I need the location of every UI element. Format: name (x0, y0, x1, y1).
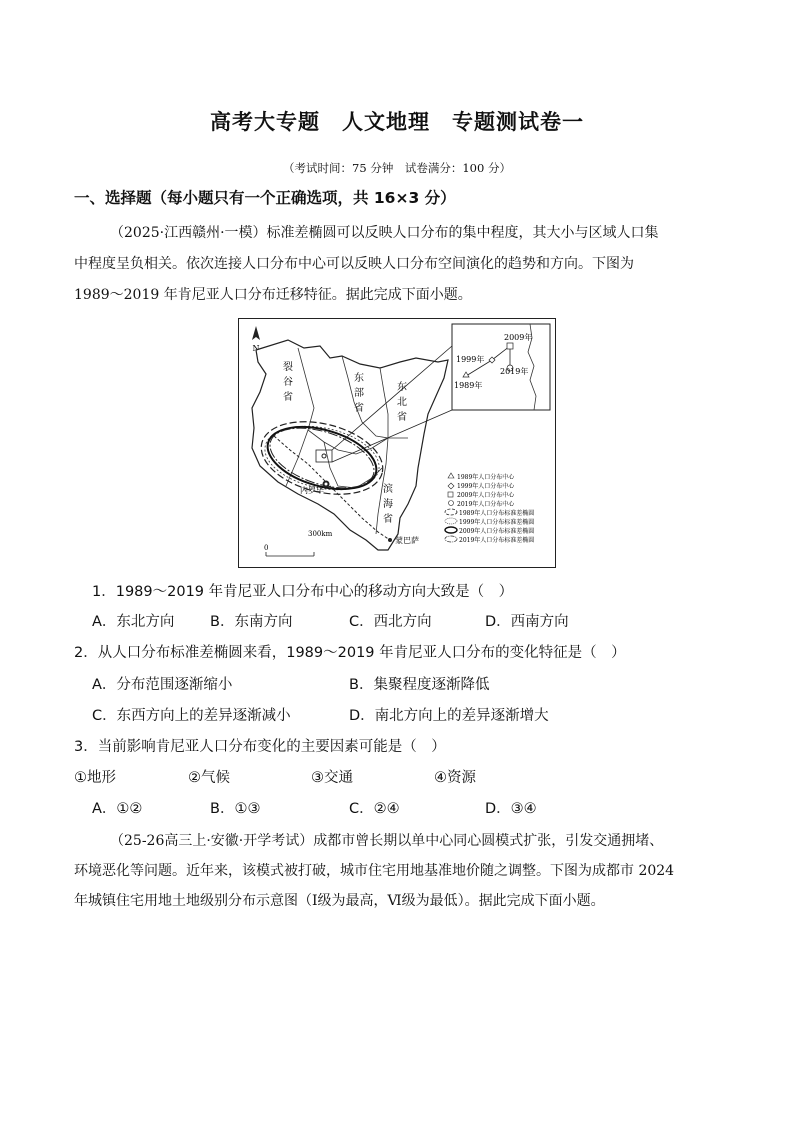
province-label: 省 (397, 412, 407, 423)
intro2-line3: 年城镇住宅用地土地级别分布示意图（Ⅰ级为最高，Ⅵ级为最低）。据此完成下面小题。 (74, 893, 605, 909)
province-label: 北 (397, 397, 407, 408)
q3-option-d[interactable]: D．③④ (485, 801, 537, 817)
intro1-line2: 中程度呈负相关。依次连接人口分布中心可以反映人口分布空间演化的趋势和方向。下图为 (74, 256, 634, 272)
q2-option-a[interactable]: A．分布范围逐渐缩小 (92, 677, 233, 693)
inset-year: 2019年 (500, 367, 529, 376)
q1-option-b[interactable]: B．东南方向 (210, 614, 293, 630)
q3-factor-2: ②气候 (188, 770, 230, 786)
svg-text:1999年人口分布标准差椭圆: 1999年人口分布标准差椭圆 (459, 519, 535, 526)
province-label: 东 (397, 382, 407, 393)
q1-stem: 1．1989～2019 年肯尼亚人口分布中心的移动方向大致是（ ） (92, 584, 514, 600)
page-title: 高考大专题 人文地理 专题测试卷一 (210, 110, 584, 134)
q2-option-d[interactable]: D．南北方向上的差异逐渐增大 (349, 708, 549, 724)
q3-option-b[interactable]: B．①③ (210, 801, 261, 817)
city-label: 蒙巴萨 (395, 536, 419, 545)
mombasa-marker (388, 538, 392, 542)
q3-factor-4: ④资源 (434, 770, 476, 786)
svg-text:2009年人口分布标准差椭圆: 2009年人口分布标准差椭圆 (459, 528, 535, 535)
province-label: 省 (283, 392, 293, 403)
province-label: 滨 (383, 484, 393, 495)
svg-text:1989年人口分布中心: 1989年人口分布中心 (457, 474, 515, 481)
province-label: 省 (354, 403, 364, 414)
q3-factor-3: ③交通 (311, 770, 353, 786)
q2-stem: 2．从人口分布标准差椭圆来看，1989～2019 年肯尼亚人口分布的变化特征是（ ） (74, 645, 626, 661)
city-label: 内罗毕 (300, 486, 324, 495)
province-label: 省 (383, 514, 393, 525)
section-heading: 一、选择题（每小题只有一个正确选项，共 16×3 分） (74, 189, 456, 207)
q2-option-b[interactable]: B．集聚程度逐渐降低 (349, 677, 490, 693)
q1-option-d[interactable]: D．西南方向 (485, 614, 569, 630)
intro2-line1: （25-26高三上·安徽·开学考试）成都市曾长期以单中心同心圆模式扩张，引发交通拥堵、 (110, 833, 664, 849)
svg-text:1989年人口分布标准差椭圆: 1989年人口分布标准差椭圆 (459, 510, 535, 517)
intro1-line1: （2025·江西赣州·一模）标准差椭圆可以反映人口分布的集中程度，其大小与区域人口集 (110, 225, 659, 241)
q3-option-a[interactable]: A．①② (92, 801, 143, 817)
q3-stem: 3．当前影响肯尼亚人口分布变化的主要因素可能是（ ） (74, 739, 446, 755)
svg-text:2009年人口分布中心: 2009年人口分布中心 (457, 492, 515, 499)
intro1-line3: 1989～2019 年肯尼亚人口分布迁移特征。据此完成下面小题。 (74, 287, 472, 303)
svg-text:300km: 300km (308, 530, 333, 538)
province-label: 东 (354, 373, 364, 384)
q1-option-c[interactable]: C．西北方向 (349, 614, 432, 630)
q1-option-a[interactable]: A．东北方向 (92, 614, 175, 630)
q3-option-c[interactable]: C．②④ (349, 801, 400, 817)
province-label: 谷 (283, 377, 293, 388)
q2-option-c[interactable]: C．东西方向上的差异逐渐减小 (92, 708, 291, 724)
exam-info: （考试时间：75 分钟 试卷满分：100 分） (283, 161, 511, 175)
svg-text:0: 0 (264, 544, 269, 552)
province-label: 裂 (283, 362, 293, 373)
inset-year: 1999年 (456, 355, 485, 364)
svg-text:2019年人口分布标准差椭圆: 2019年人口分布标准差椭圆 (459, 537, 535, 544)
intro2-line2: 环境恶化等问题。近年来，该模式被打破，城市住宅用地基准地价随之调整。下图为成都市 2024 (74, 863, 675, 879)
province-label: 海 (383, 499, 393, 510)
kenya-population-map (238, 318, 556, 568)
province-label: 部 (354, 388, 364, 399)
inset-year: 2009年 (504, 333, 533, 342)
svg-text:1999年人口分布中心: 1999年人口分布中心 (457, 483, 515, 490)
q3-factor-1: ①地形 (74, 770, 116, 786)
svg-text:2019年人口分布中心: 2019年人口分布中心 (457, 501, 515, 508)
north-label: N (252, 344, 260, 353)
inset-year: 1989年 (454, 381, 483, 390)
